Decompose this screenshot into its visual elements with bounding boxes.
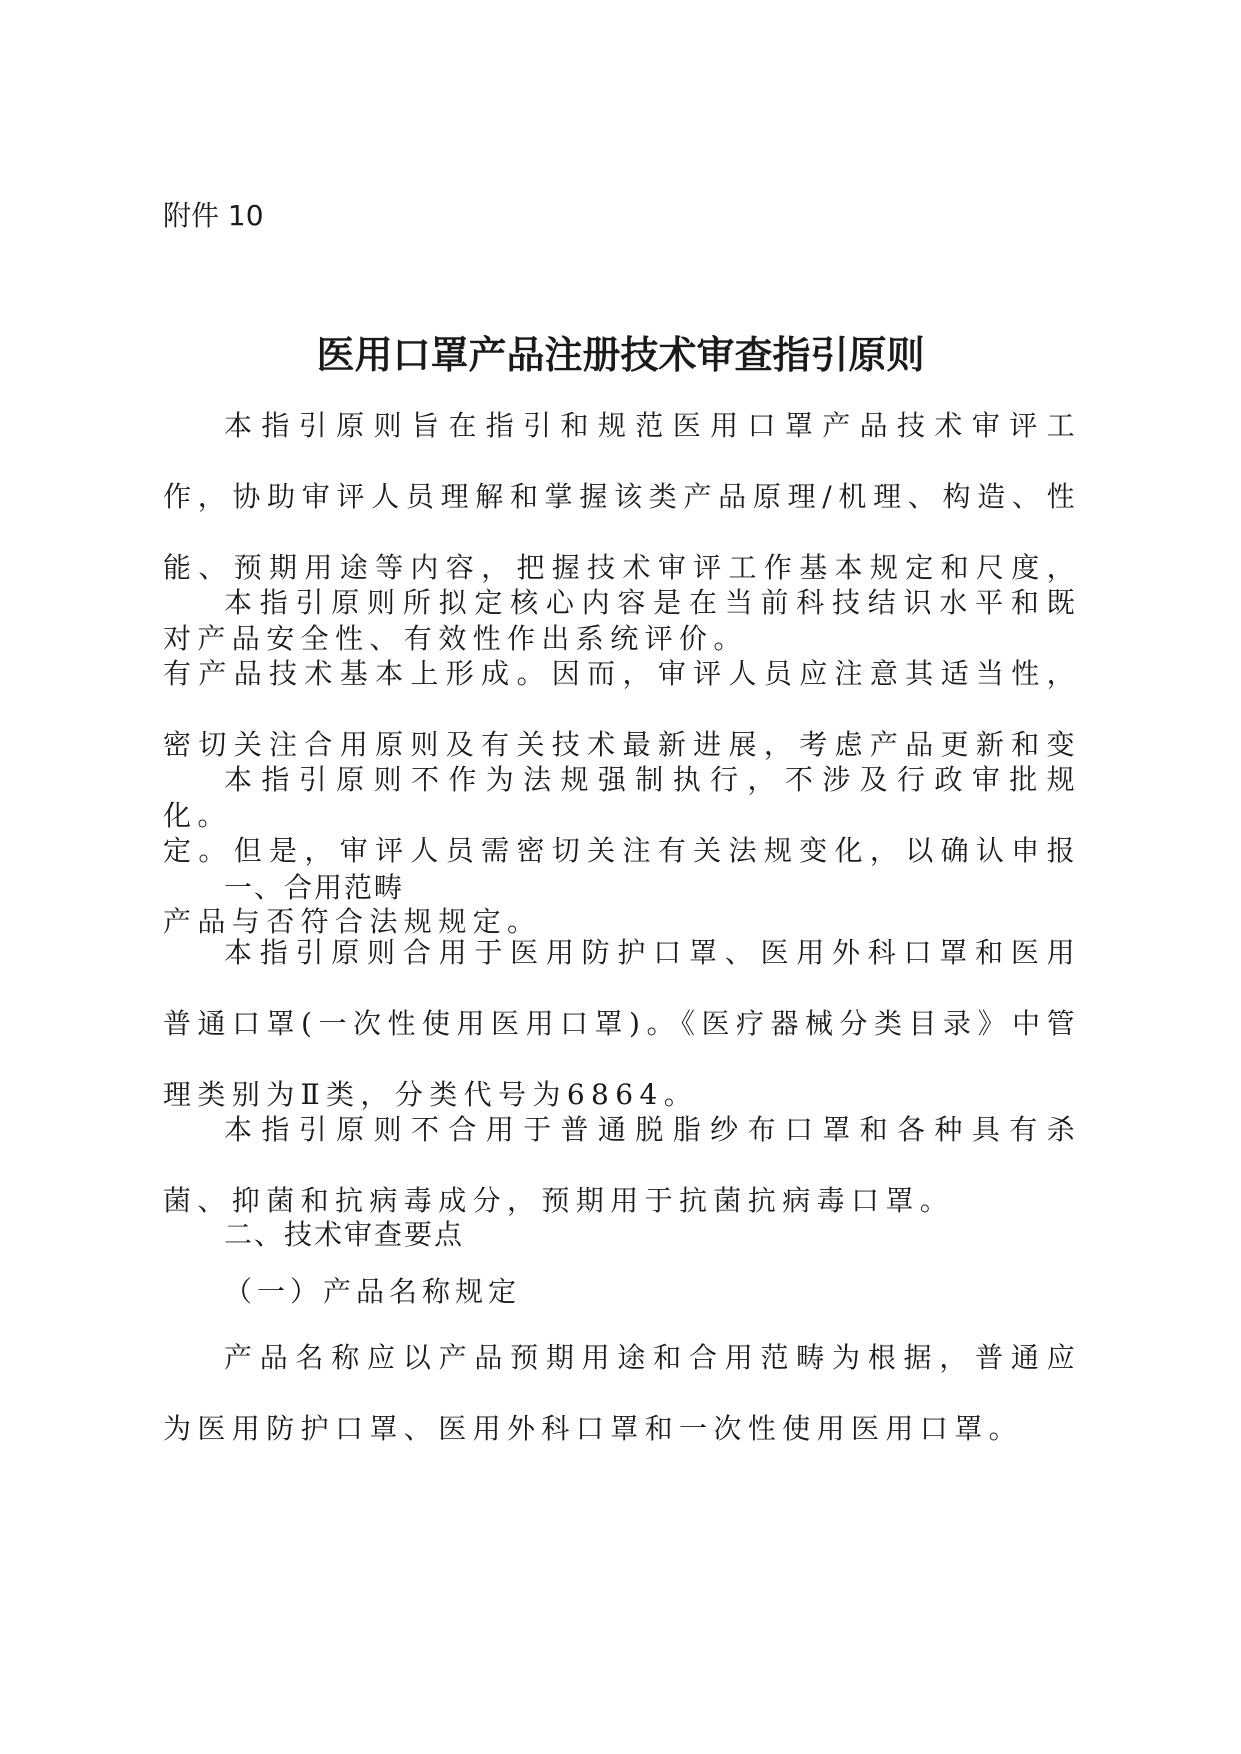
paragraph-scope-excluded: 本指引原则不合用于普通脱脂纱布口罩和各种具有杀菌、抑菌和抗病毒成分，预期用于抗菌抗病毒口罩。 <box>163 1113 1081 1217</box>
subsection-heading-product-name: （一）产品名称规定 <box>224 1275 522 1308</box>
paragraph-scope-applicable: 本指引原则合用于医用防护口罩、医用外科口罩和医用普通口罩(一次性使用医用口罩)。《医疗器械分类目录》中管理类别为Ⅱ类，分类代号为6864。 <box>163 936 1081 1111</box>
paragraph-purpose: 本指引原则旨在指引和规范医用口罩产品技术审评工作，协助审评人员理解和掌握该类产品原理/机理、构造、性能、预期用途等内容，把握技术审评工作基本规定和尺度，对产品安全性、有效性作出系统评价。 <box>163 409 1081 655</box>
document-title: 医用口罩产品注册技术审查指引原则 <box>316 332 925 377</box>
paragraph-legal-status: 本指引原则不作为法规强制执行，不涉及行政审批规定。但是，审评人员需密切关注有关法规变化，以确认申报产品与否符合法规规定。 <box>163 763 1081 938</box>
section-heading-scope: 一、合用范畴 <box>224 871 405 904</box>
section-heading-review-points: 二、技术审查要点 <box>224 1218 465 1251</box>
paragraph-product-name: 产品名称应以产品预期用途和合用范畴为根据，普通应为医用防护口罩、医用外科口罩和一次性使用医用口罩。 <box>163 1341 1081 1445</box>
paragraph-basis: 本指引原则所拟定核心内容是在当前科技结识水平和既有产品技术基本上形成。因而，审评人员应注意其适当性，密切关注合用原则及有关技术最新进展，考虑产品更新和变化。 <box>163 586 1081 832</box>
attachment-label: 附件 10 <box>163 199 264 232</box>
